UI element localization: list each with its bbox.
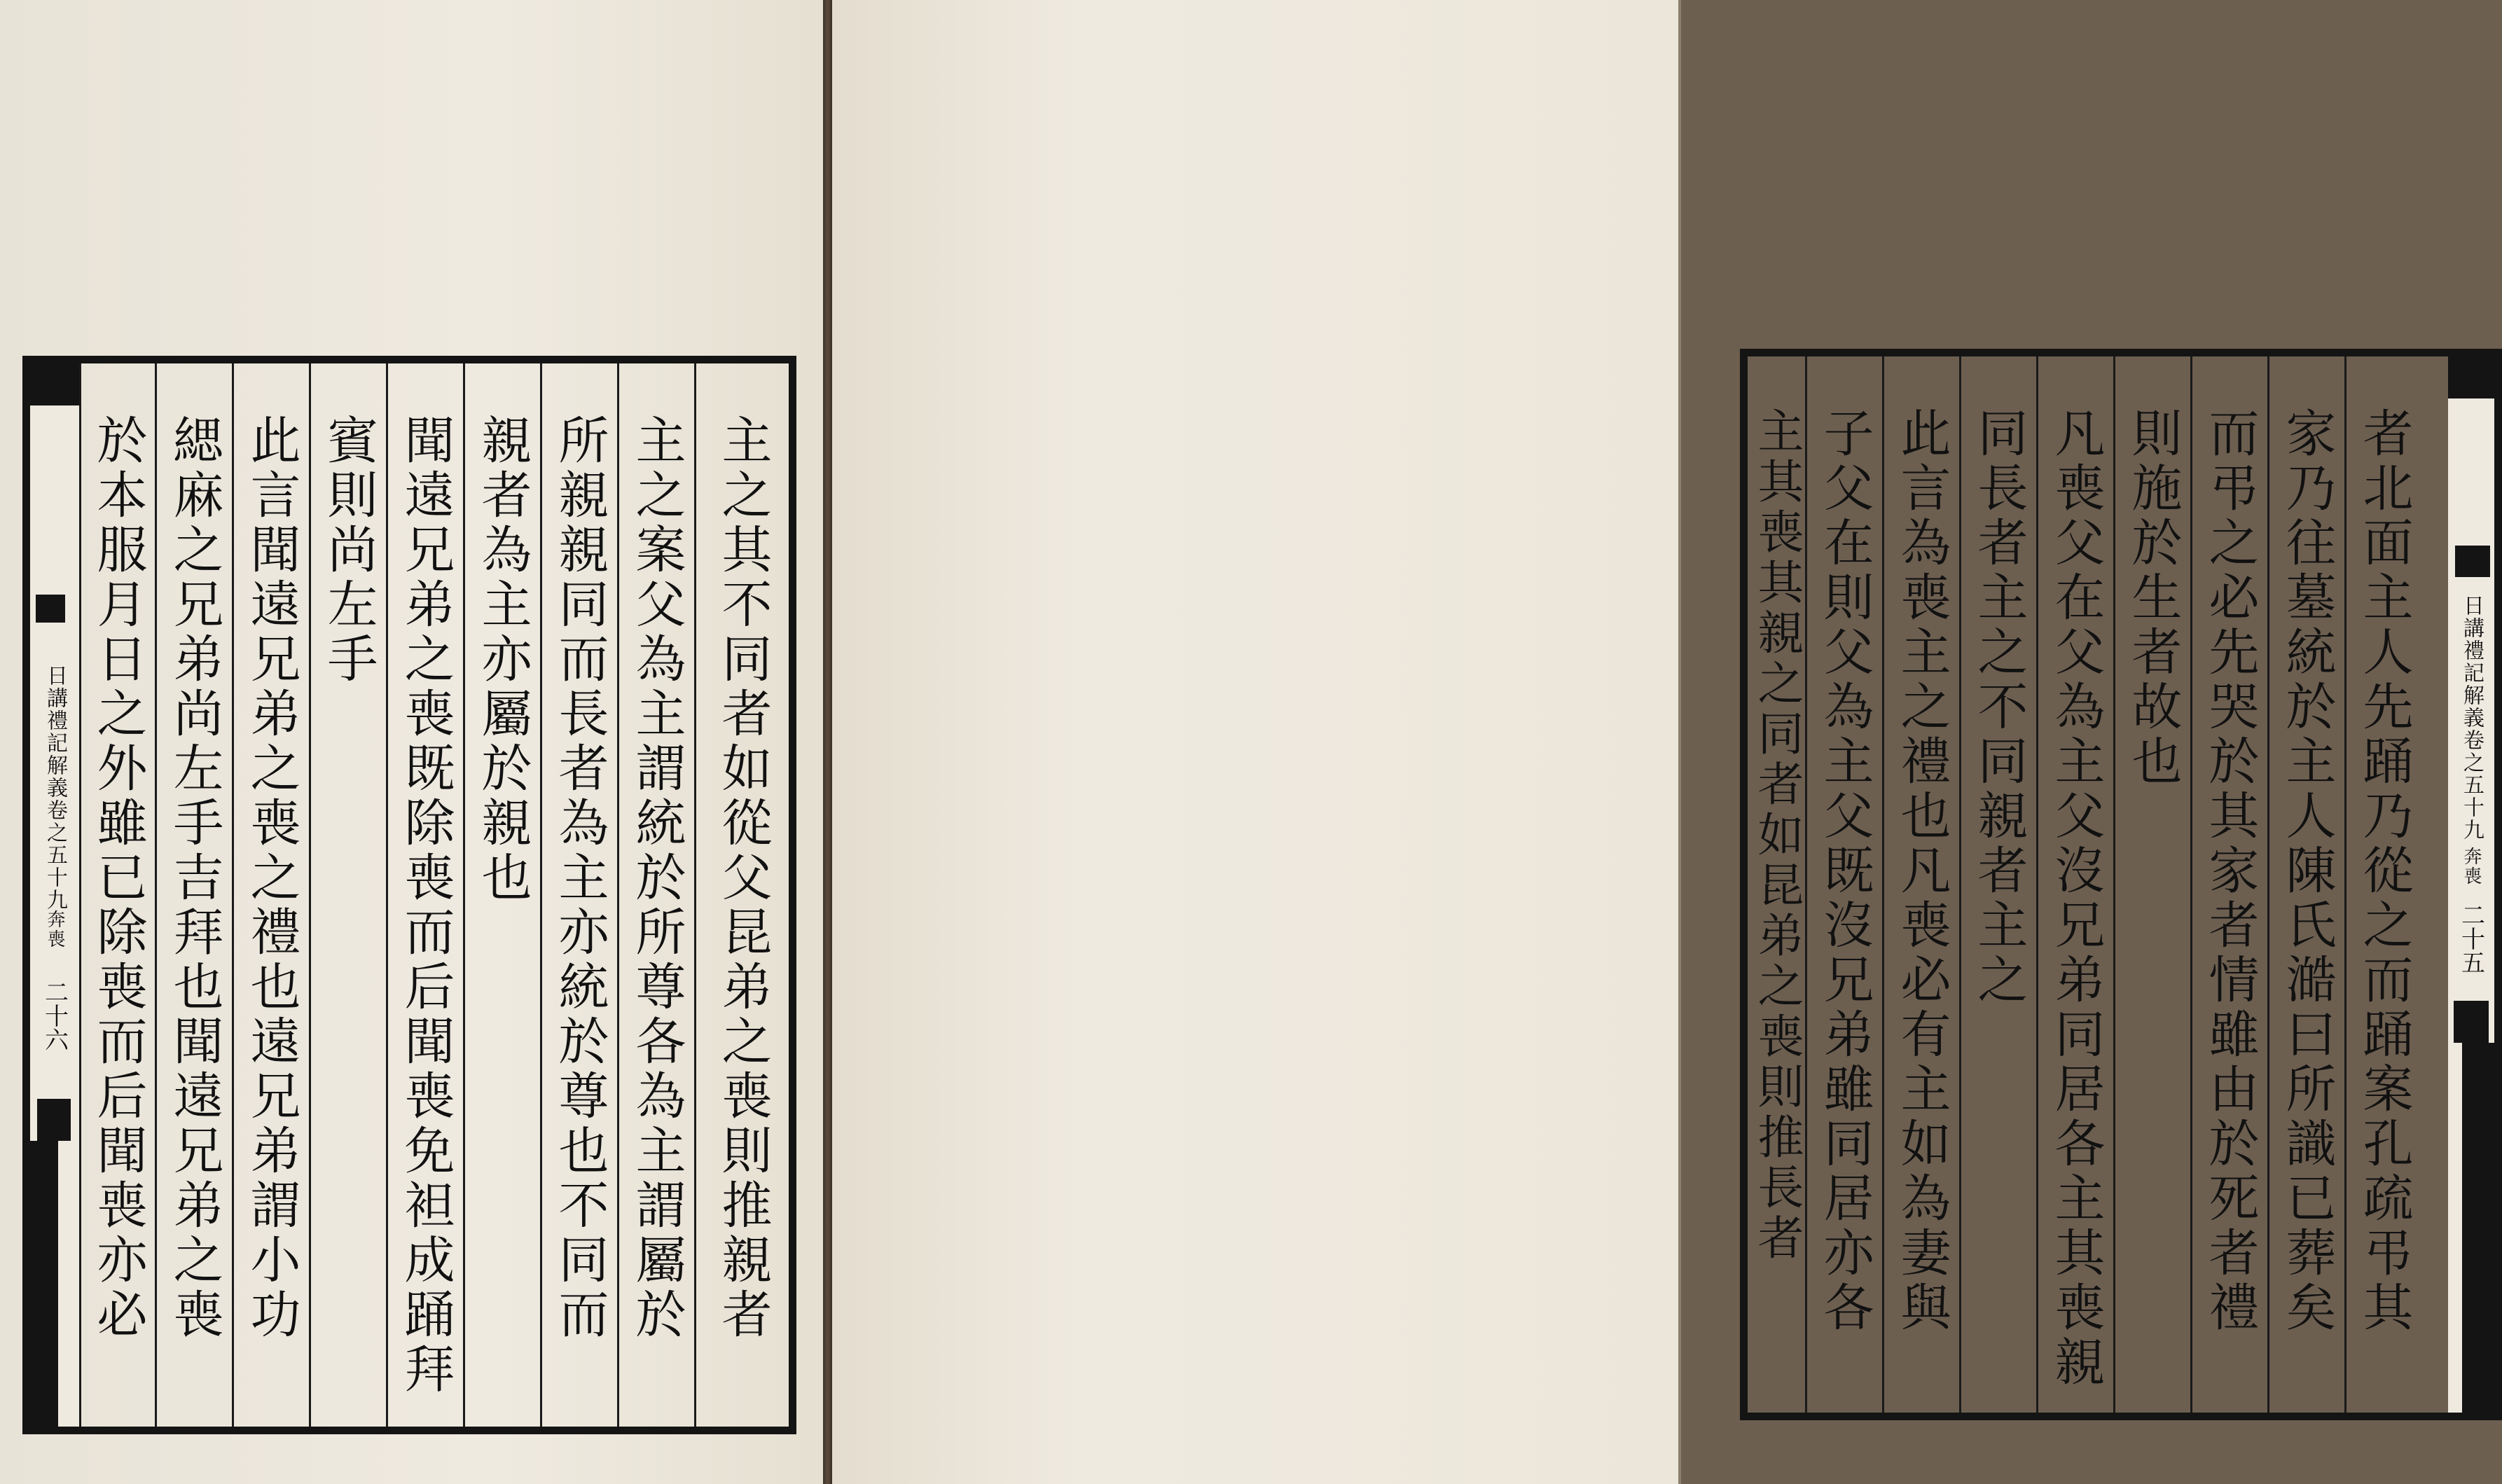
- text-column: 此言為喪主之禮也凡喪必有主如為妻與: [1882, 356, 1959, 1413]
- text-column: 主其喪其親之同者如昆弟之喪則推長者: [1750, 407, 1804, 1264]
- text-column: 凡喪父在父為主父沒兄弟同居各主其喪親: [2036, 356, 2113, 1413]
- fishtail-mark: [36, 595, 65, 623]
- book-gutter: [823, 0, 832, 1484]
- page-number: 二十六: [40, 980, 69, 1051]
- text-column: 緦麻之兄弟尚左手吉拜也聞遠兄弟之喪: [155, 363, 232, 1427]
- text-column: 親者為主亦屬於親也: [463, 363, 540, 1427]
- text-column: 此言聞遠兄弟之喪之禮也遠兄弟謂小功: [232, 363, 309, 1427]
- right-page-frame: [1740, 349, 2502, 1420]
- text-column: 而弔之必先哭於其家者情雖由於死者禮: [2190, 356, 2267, 1413]
- chapter-label: 奔喪: [44, 910, 65, 949]
- fishtail-mark: [37, 1099, 71, 1141]
- page-number: 二十五: [2456, 903, 2485, 974]
- page-edge: [1678, 0, 1681, 1484]
- running-title: 日講禮記解義卷之五十九: [2459, 595, 2484, 841]
- text-column: 所親親同而長者為主亦統於尊也不同而: [540, 363, 617, 1427]
- right-page: [832, 0, 2485, 1484]
- fishtail-mark: [2455, 546, 2490, 577]
- left-banxin: [30, 363, 79, 1427]
- text-column: 聞遠兄弟之喪既除喪而后聞喪免袒成踊拜: [386, 363, 463, 1427]
- text-column: 主之案父為主謂統於所尊各為主謂屬於: [617, 363, 694, 1427]
- left-page-frame: [22, 356, 796, 1434]
- fishtail-mark: [30, 363, 79, 405]
- text-column: 同長者主之不同親者主之: [1959, 356, 2036, 1413]
- left-page: [0, 0, 823, 1484]
- text-column: 子父在則父為主父既沒兄弟雖同居亦各: [1805, 356, 1882, 1413]
- fishtail-mark: [2454, 1001, 2489, 1043]
- text-column: 賓則尚左手: [309, 363, 386, 1427]
- fishtail-mark: [2448, 356, 2494, 398]
- chapter-label: 奔喪: [2461, 847, 2482, 886]
- column-spacer: [2421, 356, 2452, 1413]
- text-column: 家乃往墓統於主人陳氏澔曰所識已葬矣: [2267, 356, 2344, 1413]
- right-banxin: [2448, 356, 2494, 1413]
- text-column: 主之其不同者如從父昆弟之喪則推親者: [694, 363, 789, 1427]
- fishtail-mark: [2462, 1043, 2494, 1413]
- running-title: 日講禮記解義卷之五十九: [43, 665, 67, 911]
- fishtail-mark: [30, 1141, 58, 1427]
- text-column: 則施於生者故也: [2113, 356, 2190, 1413]
- text-column: 者北面主人先踊乃從之而踊案孔疏弔其: [2344, 356, 2421, 1413]
- text-column: 於本服月日之外雖已除喪而后聞喪亦必: [79, 363, 155, 1427]
